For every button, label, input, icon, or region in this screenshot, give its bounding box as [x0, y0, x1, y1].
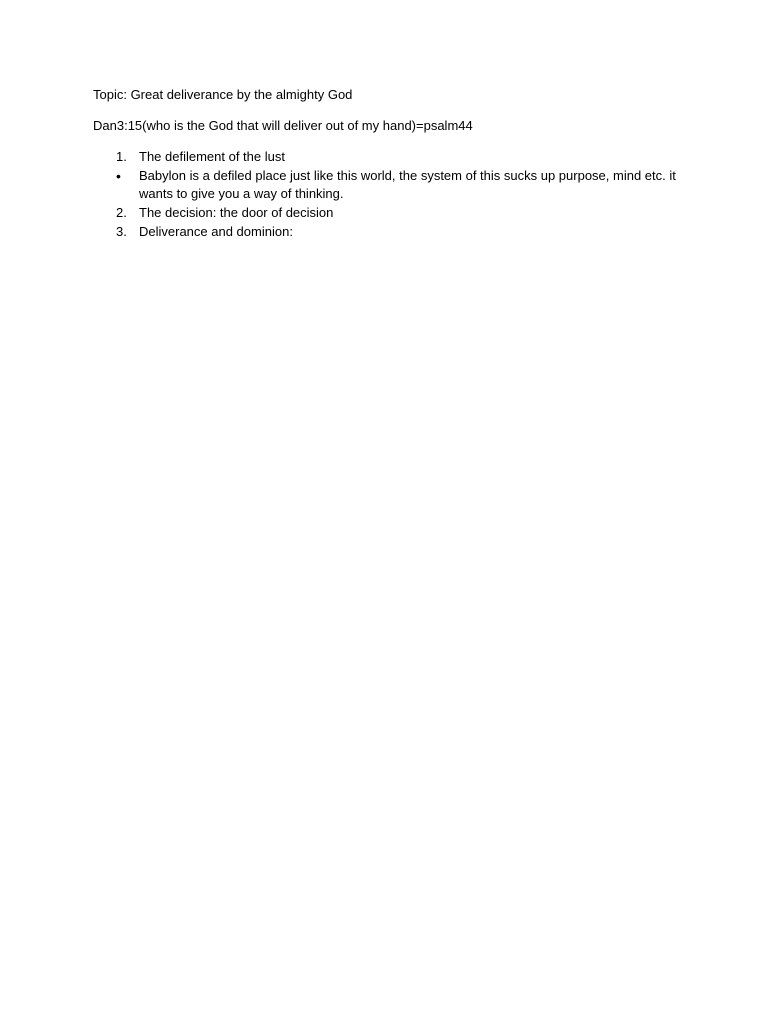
bullet-icon: • [116, 168, 121, 184]
document-body [93, 86, 683, 242]
list-item [93, 167, 683, 203]
list-item [93, 148, 683, 166]
list-item-text: Deliverance and dominion: [139, 224, 293, 239]
list-item-text: Babylon is a defiled place just like this world, the system of this sucks up purpose, mind etc. it wants to give you a way of thinking. [139, 168, 676, 201]
topic-line: Topic: Great deliverance by the almighty God [93, 87, 353, 102]
list-item [93, 223, 683, 241]
outline-list [93, 148, 683, 241]
list-number: 1. [116, 149, 127, 164]
list-item [93, 204, 683, 222]
list-item-text: The decision: the door of decision [139, 205, 334, 220]
list-item-text: The defilement of the lust [139, 149, 285, 164]
list-number: 2. [116, 205, 127, 220]
scripture-reference: Dan3:15(who is the God that will deliver out of my hand)=psalm44 [93, 118, 473, 133]
list-number: 3. [116, 224, 127, 239]
